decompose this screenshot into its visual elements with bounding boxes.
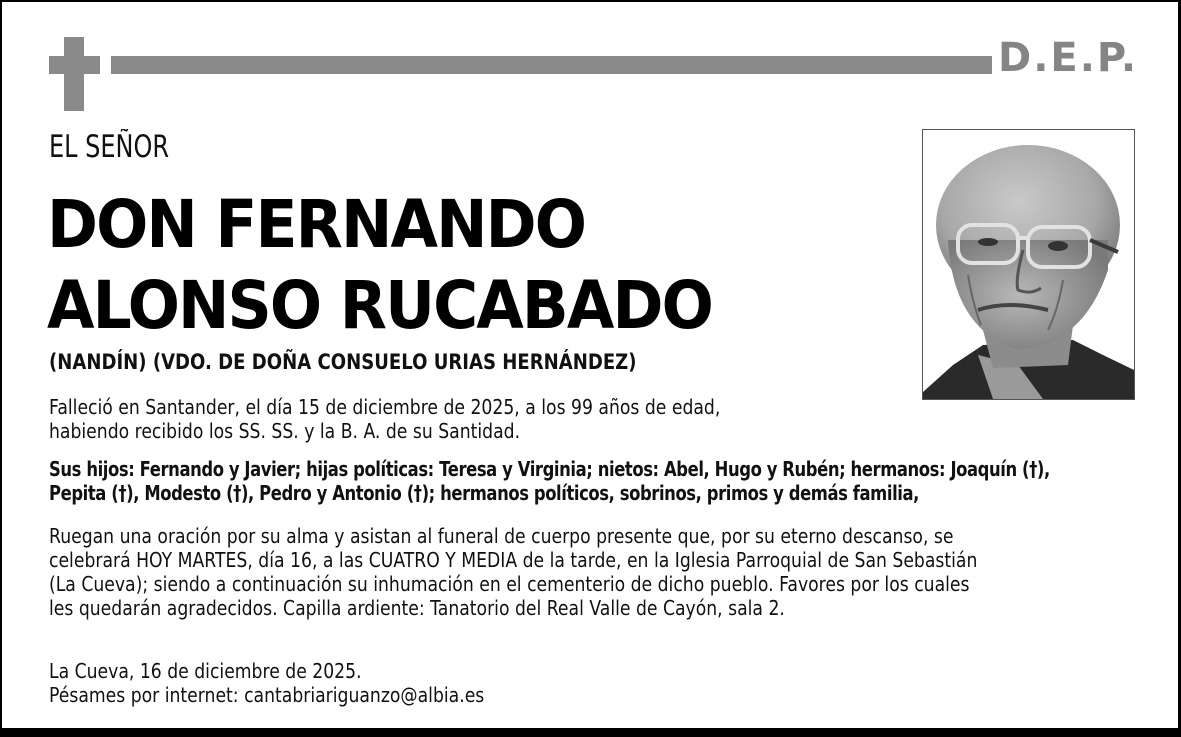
name-line-1: DON FERNANDO (47, 186, 586, 263)
condolences-email: Pésames por internet: cantabriariguanzo@albia.es (49, 683, 485, 707)
family-line: Pepita (†), Modesto (†), Pedro y Antonio (†); hermanos políticos, sobrinos, primos y demás familia, (49, 481, 919, 505)
honorific: EL SEÑOR (49, 129, 169, 165)
header-rule (111, 56, 992, 74)
family-line: Sus hijos: Fernando y Javier; hijas políticas: Teresa y Virginia; nietos: Abel, Hugo y Rubén; hermanos: Joaquín (†), (49, 457, 1050, 481)
place-date: La Cueva, 16 de diciembre de 2025. (49, 659, 362, 683)
cross-icon-arm (49, 56, 100, 74)
funeral-line: Ruegan una oración por su alma y asistan al funeral de cuerpo presente que, por su eterno descanso, se (49, 524, 954, 548)
portrait-photo (922, 129, 1135, 400)
funeral-line: celebrará HOY MARTES, día 16, a las CUATRO Y MEDIA de la tarde, en la Iglesia Parroquial de San Sebastián (49, 548, 978, 572)
funeral-details (49, 524, 1166, 620)
deceased-name (47, 184, 712, 346)
dep-label: D.E.P. (998, 35, 1139, 81)
family-list (49, 457, 1140, 505)
name-line-2: ALONSO RUCABADO (47, 267, 712, 344)
funeral-line: (La Cueva); siendo a continuación su inhumación en el cementerio de dicho pueblo. Favores por los cuales (49, 572, 970, 596)
portrait-image (923, 130, 1134, 399)
alias-widower: (NANDÍN) (VDO. DE DOÑA CONSUELO URIAS HERNÁNDEZ) (49, 350, 637, 374)
death-notice-line: habiendo recibido los SS. SS. y la B. A. de su Santidad. (49, 419, 521, 443)
funeral-line: les quedarán agradecidos. Capilla ardiente: Tanatorio del Real Valle de Cayón, sala 2. (49, 596, 785, 620)
death-notice (49, 395, 889, 443)
footer (49, 659, 805, 707)
cross-icon (64, 37, 84, 111)
death-notice-line: Falleció en Santander, el día 15 de diciembre de 2025, a los 99 años de edad, (49, 395, 721, 419)
